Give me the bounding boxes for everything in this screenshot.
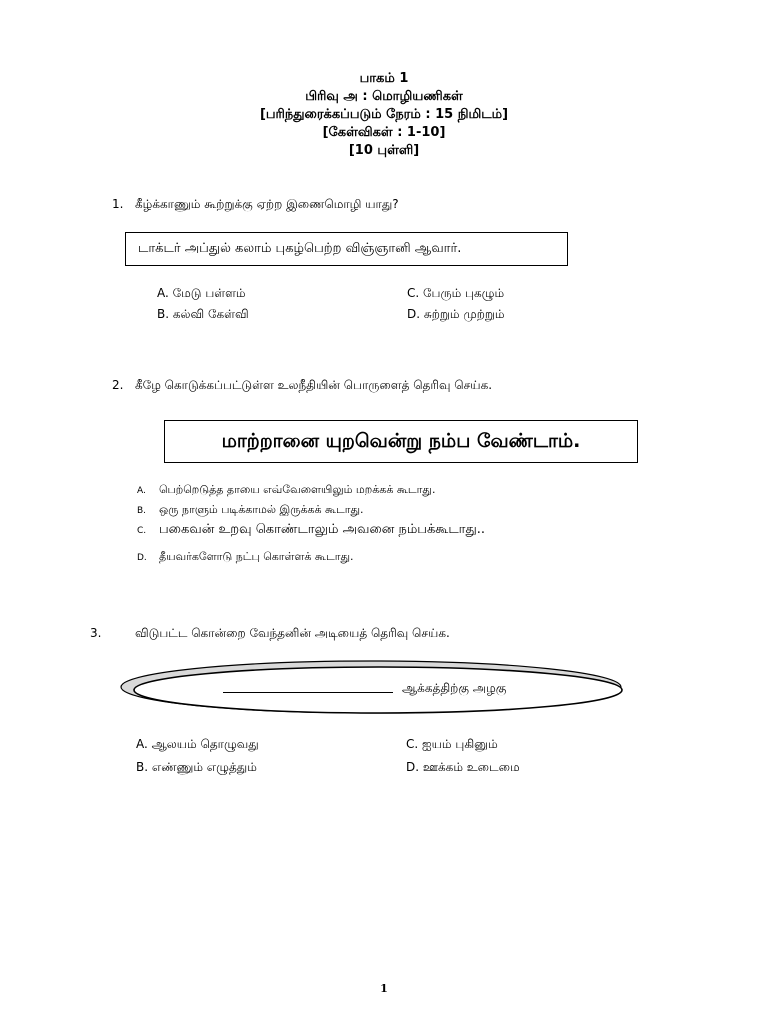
question-2-proverb-box: மாற்றானை யுறவென்று நம்ப வேண்டாம். [164, 420, 638, 463]
option-text: பகைவன் உறவு கொண்டாலும் அவனை நம்பக்கூடாது.. [159, 522, 486, 537]
option-text: தீயவர்களோடு நட்பு கொள்ளக் கூடாது. [159, 550, 354, 563]
question-2-option-b[interactable] [137, 503, 364, 518]
question-3-option-b[interactable]: B. எண்ணும் எழுத்தும் [136, 760, 257, 774]
option-text: பெற்றெடுத்த தாயை எவ்வேளையிலும் மறக்கக் கூடாது. [159, 483, 436, 496]
question-3-option-a[interactable]: A. ஆலயம் தொழுவது [136, 737, 259, 751]
question-2-option-a[interactable] [137, 483, 435, 498]
question-3-oval-frame [110, 655, 635, 727]
section-subtitle: பிரிவு அ : மொழியணிகள் [305, 89, 463, 104]
question-1-number: 1. [112, 197, 124, 211]
question-3-line-text: ஆக்கத்திற்கு அழகு [402, 681, 507, 695]
option-label: B. [137, 506, 147, 516]
question-1-option-c[interactable]: C. பேரும் புகழும் [407, 286, 505, 300]
question-3-text: விடுபட்ட கொன்றை வேந்தனின் அடியைத் தெரிவு செய்க. [135, 626, 450, 640]
section-title: பாகம் 1 [359, 71, 409, 86]
question-1-option-b[interactable]: B. கல்வி கேள்வி [157, 307, 249, 321]
question-2-number: 2. [112, 378, 124, 392]
question-1-option-d[interactable]: D. சுற்றும் முற்றும் [407, 307, 505, 321]
recommended-time: [பரிந்துரைக்கப்படும் நேரம் : 15 நிமிடம்] [259, 107, 509, 122]
question-range: [கேள்விகள் : 1-10] [322, 125, 446, 140]
option-label: C. [137, 526, 147, 536]
answer-blank-line [223, 692, 393, 693]
question-1-statement-box: டாக்டர் அப்துல் கலாம் புகழ்பெற்ற விஞ்ஞானி ஆவார். [125, 232, 568, 266]
question-2-option-d[interactable] [137, 550, 354, 565]
marks: [10 புள்ளி] [348, 143, 420, 158]
question-2-text: கீழே கொடுக்கப்பட்டுள்ள உலநீதியின் பொருளைத் தெரிவு செய்க. [135, 378, 493, 392]
question-3-number: 3. [90, 626, 102, 640]
question-3-option-c[interactable]: C. ஐயம் புகினும் [406, 737, 498, 751]
page-number: 1 [380, 982, 388, 995]
option-text: ஒரு நாளும் படிக்காமல் இருக்கக் கூடாது. [159, 503, 364, 516]
question-3-option-d[interactable]: D. ஊக்கம் உடைமை [406, 760, 520, 774]
option-label: A. [137, 486, 146, 496]
option-label: D. [137, 553, 147, 563]
inner-oval [134, 667, 622, 713]
question-1-option-a[interactable]: A. மேடு பள்ளம் [157, 286, 246, 300]
question-2-option-c[interactable] [137, 522, 485, 538]
question-1-text: கீழ்க்காணும் கூற்றுக்கு ஏற்ற இணைமொழி யாது? [135, 197, 399, 211]
